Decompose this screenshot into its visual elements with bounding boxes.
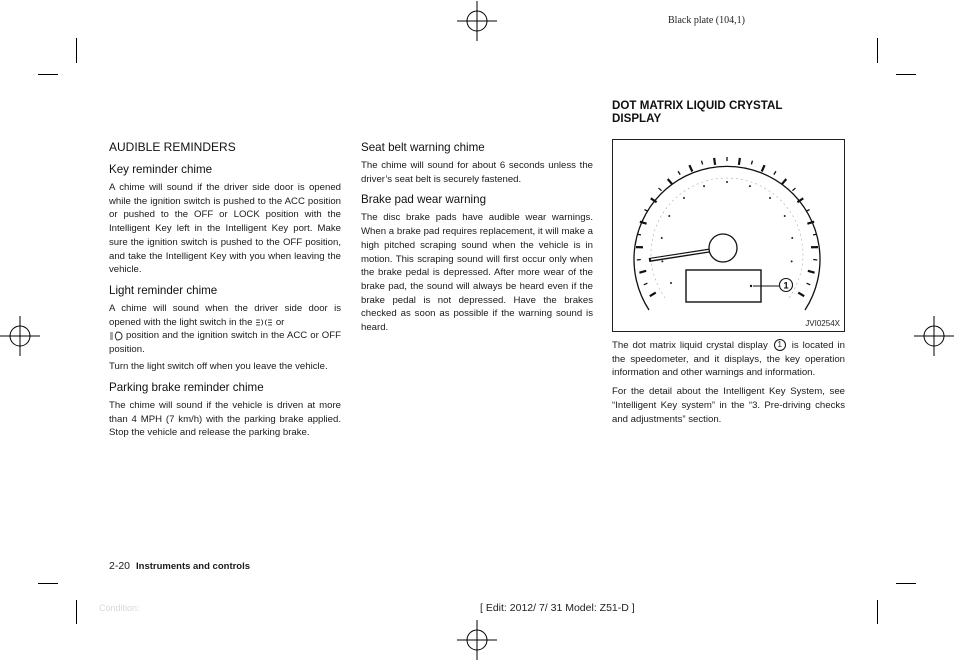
paragraph-light-reminder: [109, 302, 341, 357]
speedometer-tick: [668, 179, 673, 184]
crop-mark: [877, 38, 878, 63]
speedometer-tick: [739, 158, 740, 165]
light-text-part-b: position and the ignition switch in the ACC or OFF position.: [109, 330, 341, 356]
speedometer-inner-dot: [791, 260, 793, 262]
registration-mark-icon: [457, 620, 497, 660]
speedometer-tick: [644, 283, 648, 285]
paragraph-dot-matrix-2: For the detail about the Intelligent Key System, see “Intelligent Key system” in the “3. Pre-driving checks and adjustments” section.: [612, 386, 845, 425]
paragraph-seat-belt: The chime will sound for about 6 seconds unless the driver’s seat belt is securely fastened.: [361, 160, 593, 185]
crop-mark: [38, 583, 58, 584]
speedometer-inner-dot: [661, 237, 663, 239]
speedometer-inner-dot: [791, 237, 793, 239]
dot-matrix-text-b: is located in the speedometer, and it displays, the key operation information and other warnings and information.: [612, 340, 845, 379]
speedometer-inner-dot: [749, 185, 751, 187]
speedometer-inner-dot: [668, 215, 670, 217]
subheading-seat-belt: Seat belt warning chime: [361, 141, 485, 154]
speedometer-inner-dot: [769, 197, 771, 199]
registration-mark-icon: [457, 1, 497, 41]
subheading-parking-brake: Parking brake reminder chime: [109, 380, 264, 394]
crop-mark: [896, 74, 916, 75]
speedometer-tick: [659, 188, 662, 191]
crop-mark: [38, 74, 58, 75]
registration-mark-icon: [0, 316, 40, 356]
speedometer-tick: [702, 161, 703, 165]
subheading-key-reminder: Key reminder chime: [109, 163, 213, 176]
crop-mark: [76, 38, 77, 63]
speedometer-tick: [762, 165, 765, 171]
speedometer-tick: [807, 283, 811, 285]
speedometer-tick: [639, 271, 646, 273]
paragraph-parking-brake: The chime will sound if the vehicle is driven at more than 4 MPH (7 km/h) with the parking brake applied. Stop the vehicle and release the parking brake.: [109, 399, 341, 439]
paragraph-light-reminder-2: Turn the light switch off when you leave the vehicle.: [109, 361, 328, 373]
condition-label: Condition:: [99, 603, 140, 613]
speedometer-tick: [813, 260, 817, 261]
headlamp-icon: [109, 331, 123, 341]
crop-mark: [877, 600, 878, 624]
section-title-line-2: DISPLAY: [612, 112, 662, 125]
column-audible-reminders: [109, 140, 341, 444]
speedometer-tick: [808, 271, 815, 273]
section-title: [612, 99, 852, 125]
column-dot-matrix: [612, 339, 845, 430]
speedometer-tick: [792, 188, 795, 191]
lcd-dot: [750, 285, 752, 287]
figure-code: JVI0254X: [805, 319, 840, 328]
column-warning-chimes: [361, 141, 593, 338]
speedometer-tick: [798, 293, 804, 297]
light-text-or: or: [275, 316, 285, 328]
speedometer-inner-dot: [670, 282, 672, 284]
page-number: 2-20: [109, 560, 131, 572]
speedometer-illustration: [613, 140, 844, 331]
speedometer-inner-dot: [784, 215, 786, 217]
speedometer-tick: [689, 165, 692, 171]
edit-info: [ Edit: 2012/ 7/ 31 Model: Z51-D ]: [480, 602, 635, 614]
headlight-icon: [255, 318, 273, 327]
speedometer-needle-highlight: [651, 250, 713, 260]
speedometer-tick: [650, 293, 656, 297]
speedometer-inner-dot: [661, 260, 663, 262]
plate-label: Black plate (104,1): [668, 15, 745, 26]
footer-section-title: Instruments and controls: [136, 561, 251, 572]
section-title-line-1: DOT MATRIX LIQUID CRYSTAL: [612, 99, 783, 112]
paragraph-brake-pad: The disc brake pads have audible wear warnings. When a brake pad requires replacement, it will make a high pitched scraping sound when the vehicle is in motion. This scraping sound will first occur only when the brake pedal is depressed. After more wear of the brake pad, the sound will always be heard even if the brake pedal is not depressed. Have the brakes checked as soon as possible if the warning sound is heard.: [361, 212, 593, 334]
lcd-display: [686, 270, 761, 302]
page-footer: [109, 560, 250, 572]
speedometer-inner-dots: [661, 181, 793, 284]
speedometer-tick: [637, 234, 641, 235]
speedometer-tick: [774, 171, 776, 174]
speedometer-tick: [637, 260, 641, 261]
crop-mark: [896, 583, 916, 584]
speedometer-tick: [678, 171, 680, 174]
speedometer-inner-dot: [703, 185, 705, 187]
subheading-light-reminder: Light reminder chime: [109, 283, 218, 297]
callout-inline-icon: 1: [774, 339, 786, 351]
paragraph-key-reminder: A chime will sound if the driver side door is opened while the ignition switch is pushed to the ACC position or pushed to the OFF or LOCK position with the Intelligent Key left in the Intelligent Key port. Make sure the ignition switch is pushed to the OFF position, and take the Intelligent Key with you when leaving the vehicle.: [109, 182, 341, 276]
registration-mark-icon: [914, 316, 954, 356]
speedometer-tick: [714, 158, 715, 165]
speedometer-inner-dot: [726, 181, 728, 183]
paragraph-dot-matrix-1: [612, 339, 845, 380]
speedometer-figure: [612, 139, 845, 332]
section-heading: AUDIBLE REMINDERS: [109, 140, 236, 154]
light-text-part-a: A chime will sound when the driver side door is opened with the light switch in the: [109, 302, 341, 328]
speedometer-tick: [751, 161, 752, 165]
dot-matrix-text-a: The dot matrix liquid crystal display: [612, 340, 768, 351]
callout-number: 1: [783, 280, 789, 292]
speedometer-inner-dot: [683, 197, 685, 199]
speedometer-hub: [709, 234, 737, 262]
crop-mark: [76, 600, 77, 624]
speedometer-tick: [782, 179, 787, 184]
speedometer-tick: [813, 234, 817, 235]
subheading-brake-pad: Brake pad wear warning: [361, 193, 487, 207]
